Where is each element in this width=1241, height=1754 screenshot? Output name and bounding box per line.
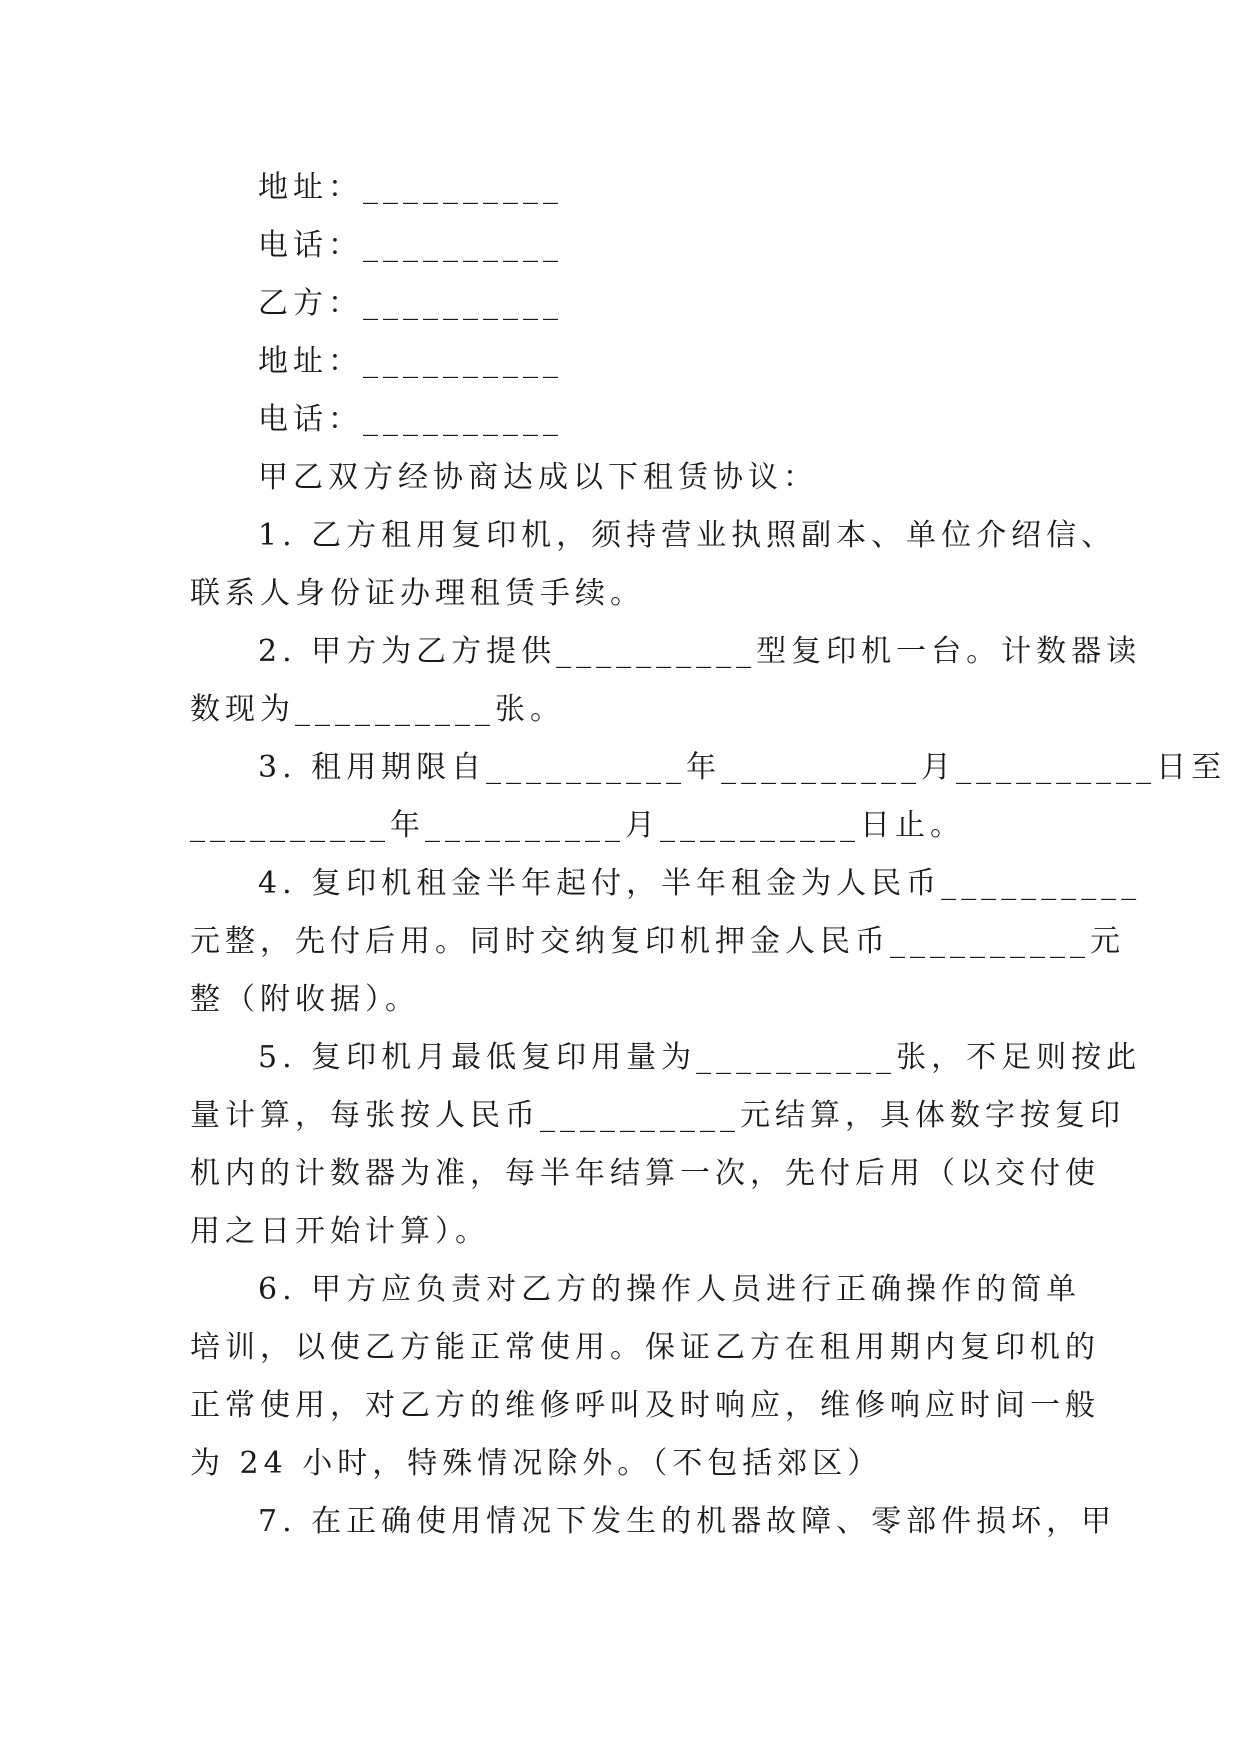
clause-6-line-3: 正常使用，对乙方的维修呼叫及时响应，维修响应时间一般	[190, 1388, 1100, 1423]
clause-6-line-1: 6. 甲方应负责对乙方的操作人员进行正确操作的简单	[258, 1272, 1082, 1307]
clause-5-line-3: 机内的计数器为准，每半年结算一次，先付后用（以交付使	[190, 1156, 1100, 1191]
party-a-phone: 电话：__________	[258, 228, 563, 263]
clause-7-line-1: 7. 在正确使用情况下发生的机器故障、零部件损坏，甲	[258, 1504, 1117, 1539]
clause-1-line-2: 联系人身份证办理租赁手续。	[190, 576, 645, 611]
party-b-name: 乙方：__________	[258, 286, 563, 321]
clause-4-line-2: 元整，先付后用。同时交纳复印机押金人民币__________元	[190, 924, 1125, 959]
clause-5-line-1: 5. 复印机月最低复印用量为__________张，不足则按此	[258, 1040, 1142, 1075]
clause-6-line-4: 为 24 小时，特殊情况除外。（不包括郊区）	[190, 1446, 883, 1481]
clause-2-line-1: 2. 甲方为乙方提供__________型复印机一台。计数器读	[258, 634, 1142, 669]
clause-5-line-2: 量计算，每张按人民币__________元结算，具体数字按复印	[190, 1098, 1125, 1133]
party-a-address: 地址：__________	[258, 170, 563, 205]
clause-1-line-1: 1. 乙方租用复印机，须持营业执照副本、单位介绍信、	[258, 518, 1117, 553]
clause-2-line-2: 数现为__________张。	[190, 692, 565, 727]
clause-6-line-2: 培训，以使乙方能正常使用。保证乙方在租用期内复印机的	[190, 1330, 1100, 1365]
clause-5-line-4: 用之日开始计算）。	[190, 1214, 490, 1249]
party-b-address: 地址：__________	[258, 344, 563, 379]
clause-4-line-1: 4. 复印机租金半年起付，半年租金为人民币__________	[258, 866, 1142, 901]
clause-4-line-3: 整（附收据）。	[190, 982, 420, 1017]
clause-3-line-1: 3. 租用期限自__________年__________月__________日至	[258, 750, 1227, 785]
agreement-intro: 甲乙双方经协商达成以下租赁协议：	[258, 460, 818, 495]
party-b-phone: 电话：__________	[258, 402, 563, 437]
clause-3-line-2: __________年__________月__________日止。	[190, 808, 965, 843]
